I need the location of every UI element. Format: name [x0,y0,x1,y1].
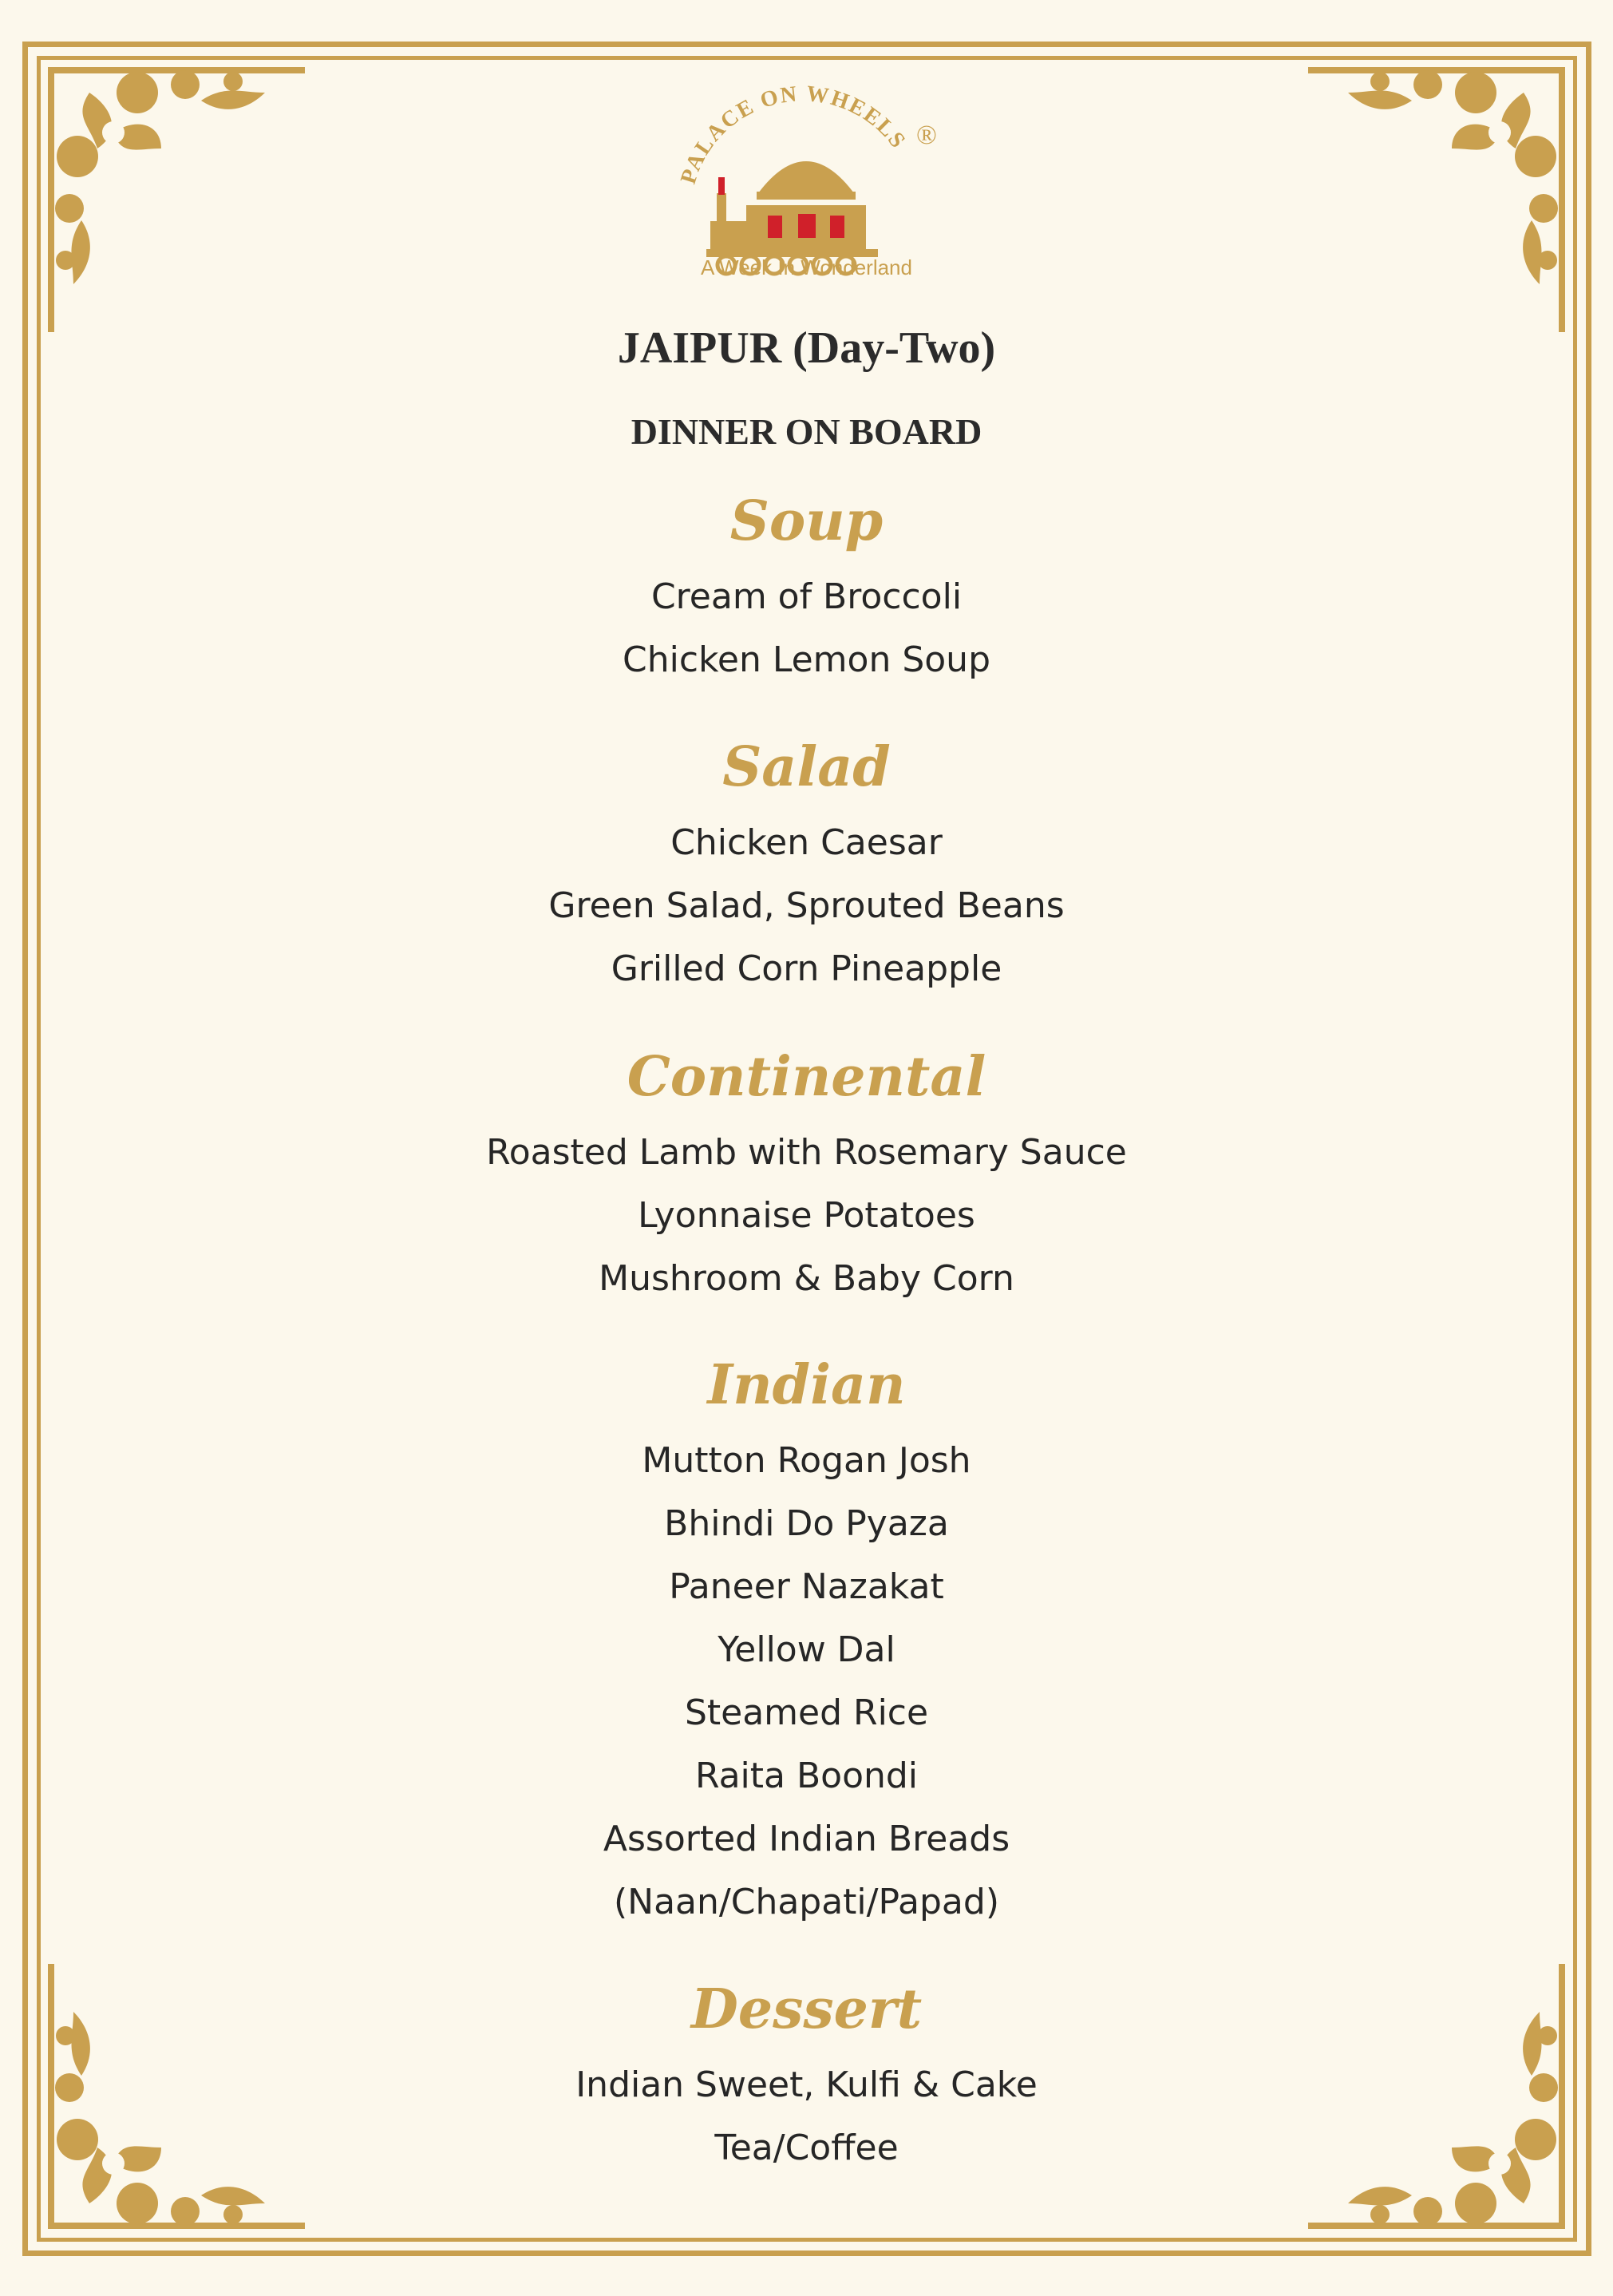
section-heading: Salad [722,735,891,799]
section-heading: Continental [627,1045,986,1109]
floral-corner-ornament-top-left [42,61,305,332]
page-title: JAIPUR (Day-Two) [617,323,996,373]
tagline: A Week In Wonderland [701,255,912,279]
menu-item: Assorted Indian Breads [603,1819,1010,1859]
section-indian [0,1349,1613,1934]
menu-item: Indian Sweet, Kulfi & Cake [575,2064,1038,2105]
section-heading: Soup [729,489,884,553]
menu-item: Paneer Nazakat [669,1566,944,1607]
menu-item: Yellow Dal [718,1629,895,1670]
menu-item: Chicken Lemon Soup [622,639,990,680]
menu-item: Tea/Coffee [714,2128,899,2168]
menu-item: Mutton Rogan Josh [642,1440,971,1481]
meal-subtitle: DINNER ON BOARD [631,411,982,452]
menu-item: Steamed Rice [684,1692,929,1733]
menu-item: Lyonnaise Potatoes [638,1195,975,1236]
menu-item: Mushroom & Baby Corn [599,1258,1014,1299]
menu-item: Bhindi Do Pyaza [664,1503,949,1544]
section-continental [0,1041,1613,1310]
logo-arc-text: PALACE ON WHEELS [675,81,911,188]
menu-item: (Naan/Chapati/Papad) [614,1882,999,1922]
menu-item: Cream of Broccoli [650,576,963,617]
section-heading: Dessert [690,1977,923,2041]
menu-item: Raita Boondi [694,1756,919,1796]
menu-item: Chicken Caesar [670,822,943,863]
menu-item: Green Salad, Sprouted Beans [548,885,1065,926]
registered-mark: ® [916,121,937,150]
menu-item: Roasted Lamb with Rosemary Sauce [486,1132,1127,1173]
section-dessert [0,1973,1613,2179]
section-soup [0,485,1613,691]
floral-corner-ornament-top-right [1308,61,1571,332]
menu-item: Grilled Corn Pineapple [611,948,1002,989]
section-salad [0,731,1613,1000]
section-heading: Indian [707,1353,906,1417]
